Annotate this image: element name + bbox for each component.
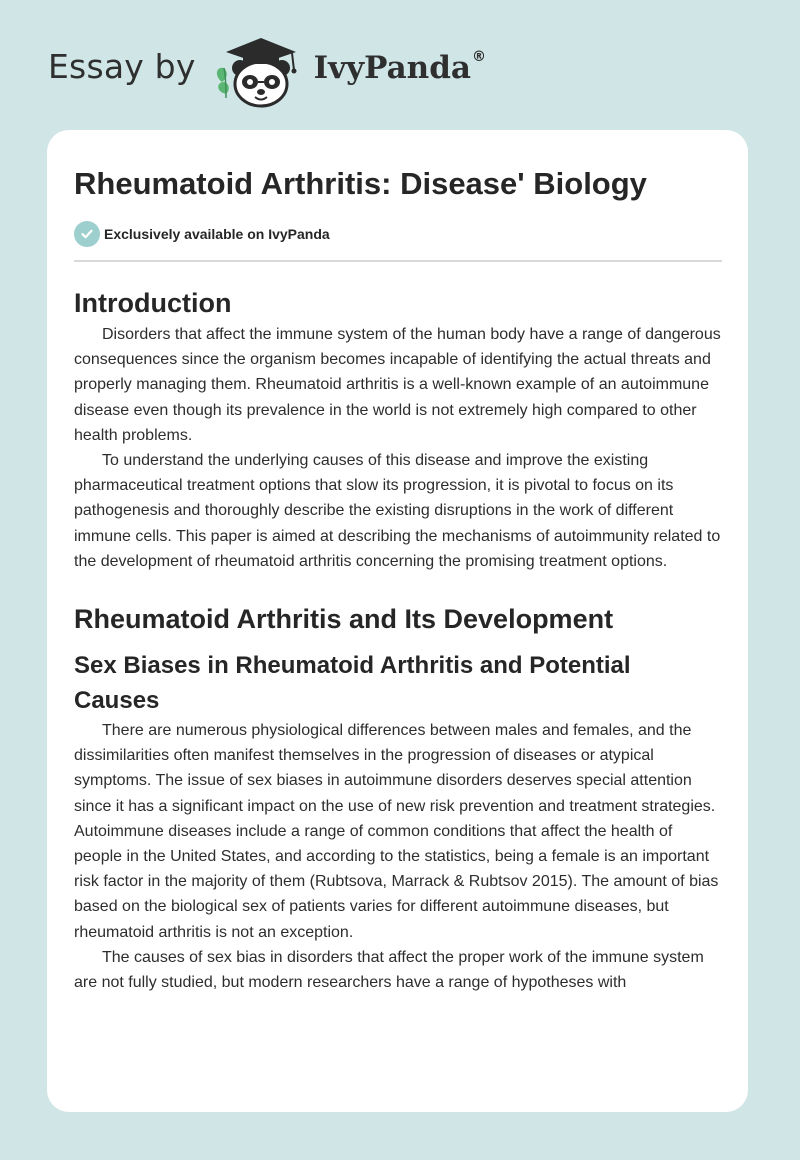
paragraph: The causes of sex bias in disorders that affect the proper work of the immune system are not fully studied, but modern researchers have a range of hypotheses with	[74, 948, 704, 992]
exclusive-label: Exclusively available on IvyPanda	[104, 226, 330, 242]
paragraph: To understand the underlying causes of this disease and improve the existing pharmaceutical treatment options that slow its progression, it is pivotal to focus on its pathogenesis and thoroughly describe the existing disruptions in the work of different immune cells. This paper is aimed at describing the mechanisms of autoimmunity related to the development of rheumatoid arthritis concerning the promising treatment options.	[74, 452, 721, 570]
subsection-heading-sex-biases: Sex Biases in Rheumatoid Arthritis and Potential Causes	[74, 652, 631, 715]
section-heading-development: Rheumatoid Arthritis and Its Development	[74, 604, 614, 635]
page-title: Rheumatoid Arthritis: Disease' Biology	[74, 166, 647, 201]
check-circle-icon	[74, 221, 100, 247]
essay-card	[47, 130, 748, 1112]
section-heading-introduction: Introduction	[74, 288, 232, 318]
paragraph: Disorders that affect the immune system of the human body have a range of dangerous consequences since the organism becomes incapable of identifying the actual threats and properly managing them. Rheumatoid arthritis is a well-known example of an autoimmune disease even though its prevalence in the world is not extremely high compared to other health problems.	[74, 326, 721, 444]
registered-mark: ®	[471, 48, 486, 65]
exclusive-badge	[74, 220, 722, 248]
paragraph: There are numerous physiological differences between males and females, and the dissimilarities often manifest themselves in the progression of diseases or atypical symptoms. The issue of sex biases in autoimmune disorders deserves special attention since it has a significant impact on the use of new risk prevention and treatment strategies. Autoimmune diseases include a range of common conditions that affect the health of people in the United States, and according to the statistics, being a female is an important risk factor in the majority of them (Rubtsova, Marrack & Rubtsov 2015). The amount of bias based on the biological sex of patients varies for different autoimmune diseases, but rheumatoid arthritis is not an exception.	[74, 722, 719, 941]
brand-name-text: IvyPanda	[313, 50, 471, 86]
brand-name[interactable]	[314, 50, 486, 86]
panda-graduate-logo-icon[interactable]	[210, 32, 306, 112]
checkmark-icon	[80, 227, 94, 241]
divider	[74, 260, 722, 262]
essay-by-label: Essay by	[48, 46, 196, 86]
site-header	[48, 32, 486, 112]
